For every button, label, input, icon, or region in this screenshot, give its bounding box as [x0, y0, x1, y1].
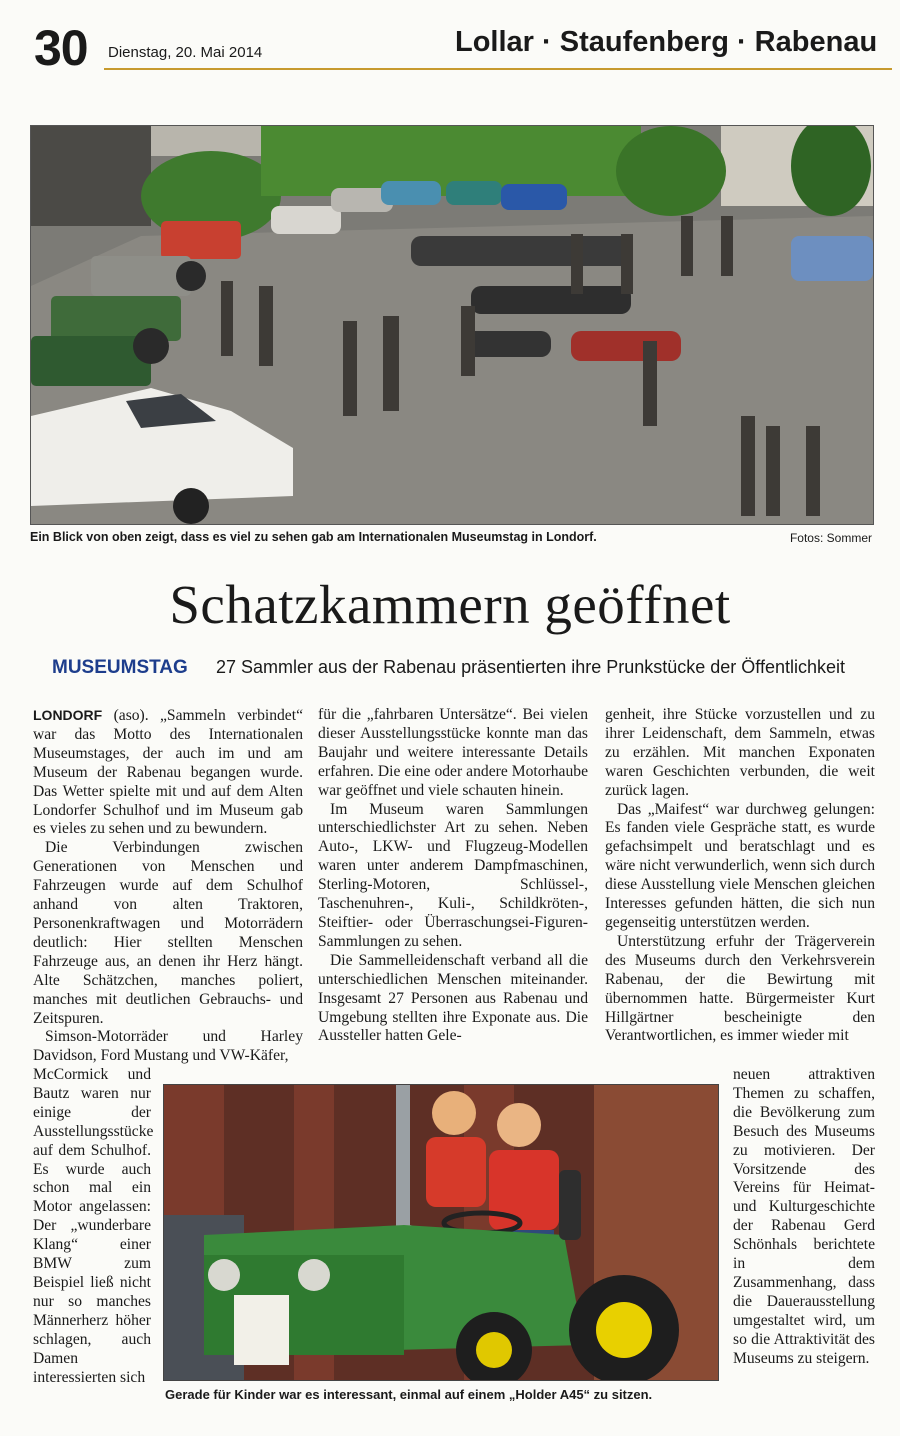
dateline: LONDORF: [33, 707, 103, 723]
paragraph: Die Verbindungen zwischen Generationen von Menschen und Fahrzeugen wurde auf dem Schulhof anhand von alten Traktoren, Personenkraftwagen und Motorrädern deutlich: Hier stellten Menschen Fahrzeuge aus, an denen ihr Herz hängt. Alte Schätzchen, manches poliert, manches mit deutlichen Gebrauchs- und Zeitspuren.: [33, 839, 303, 1027]
paragraph: McCormick und Bautz waren nur einige der Ausstellungsstücke auf dem Schulhof. Es wurde auch schon mal ein Motor angelassen: Der „wunderbare Klang“ einer BMW zum Beispiel ließ nicht nur so manches Männerherz höher schlagen, auch Damen interessierten sich: [33, 1066, 154, 1386]
paragraph: Simson-Motorräder und Harley Davidson, Ford Mustang und VW-Käfer,: [33, 1028, 303, 1065]
article-column-3: [605, 706, 875, 1046]
issue-date: Dienstag, 20. Mai 2014: [108, 44, 263, 61]
article-column-3-continued: [733, 1066, 875, 1369]
article-column-2: [318, 706, 588, 1046]
article-column-1: [33, 706, 303, 1066]
header-rule: [104, 68, 892, 70]
paragraph: genheit, ihre Stücke vorzustellen und zu ihrer Leidenschaft, dem Sammeln, etwas zu erzählen. Mit manchen Exponaten waren Geschichten verbunden, die weit zurück lagen.: [605, 706, 875, 799]
bottom-photo-caption: Gerade für Kinder war es interessant, einmal auf einem „Holder A45“ zu sitzen.: [165, 1387, 653, 1402]
photo-credit: Fotos: Sommer: [789, 531, 872, 545]
museum-yard-photo: [30, 125, 874, 525]
article-column-1-continued: [33, 1066, 154, 1387]
paragraph: Das „Maifest“ war durchweg gelungen: Es fanden viele Gespräche statt, es wurde gefachsimpelt und beratschlagt und es wäre nicht verwunderlich, wenn sich durch diese Ausstellung viele Menschen gleichen Interesses gefunden hätten, die sich nun gegenseitig unterstützen werden.: [605, 800, 875, 931]
article-headline: Schatzkammern geöffnet: [169, 574, 731, 635]
article-subline: 27 Sammler aus der Rabenau präsentierten ihre Prunkstücke der Öffentlichkeit: [216, 657, 845, 677]
article-kicker: MUSEUMSTAG: [52, 657, 188, 678]
paragraph: Die Sammelleidenschaft verband all die unterschiedlichen Menschen miteinander. Insgesamt 27 Personen aus Rabenau und Umgebung stellten ihre Exponate aus. Die Aussteller hatten Gele-: [318, 951, 588, 1045]
paragraph: [33, 706, 303, 839]
paragraph: neuen attraktiven Themen zu schaffen, die Bevölkerung zum Besuch des Museums zu motivieren. Der Vorsitzende des Vereins für Heimat- und Kulturgeschichte der Rabenau Gerd Schönhals berichtete in dem Zusammenhang, dass die Dauerausstellung umgestaltet wird, um so die Attraktivität des Museums zu steigern.: [733, 1066, 875, 1367]
paragraph-text: (aso). „Sammeln verbindet“ war das Motto des Internationalen Museumstages, der auch im und am Museum der Rabenau begangen wurde. Das Wetter spielte mit und auf dem Alten Londorfer Schulhof und im Museum gab es vieles zu sehen und zu bewundern.: [33, 707, 303, 838]
children-tractor-photo: [163, 1084, 719, 1381]
paragraph: Unterstützung erfuhr der Trägerverein des Museums durch den Verkehrsverein Rabenau, der die Bewirtung mit übernommen hatte. Bürgermeister Kurt Hillgärtner bescheinigte den Verantwortlichen, es immer wieder mit: [605, 932, 875, 1045]
top-photo-caption: Ein Blick von oben zeigt, dass es viel zu sehen gab am Internationalen Museumstag in Londorf.: [30, 530, 597, 544]
section-title: Lollar · Staufenberg · Rabenau: [455, 26, 878, 58]
paragraph: für die „fahrbaren Untersätze“. Bei vielen dieser Ausstellungsstücke konnte man das Baujahr und weitere interessante Details erfahren. Die eine oder andere Motorhaube war geöffnet und viele schauten hinein.: [318, 706, 588, 799]
page-number: 30: [34, 20, 88, 76]
paragraph: Im Museum waren Sammlungen unterschiedlichster Art zu sehen. Neben Auto-, LKW- und Flugzeug-Modellen waren unter anderem Dampfmaschinen, Sterling-Motoren, Schlüssel-, Taschenuhren-, Kuli-, Schildkröten-, Steiftier- oder Überraschungsei-Figuren-Sammlungen zu sehen.: [318, 800, 588, 950]
